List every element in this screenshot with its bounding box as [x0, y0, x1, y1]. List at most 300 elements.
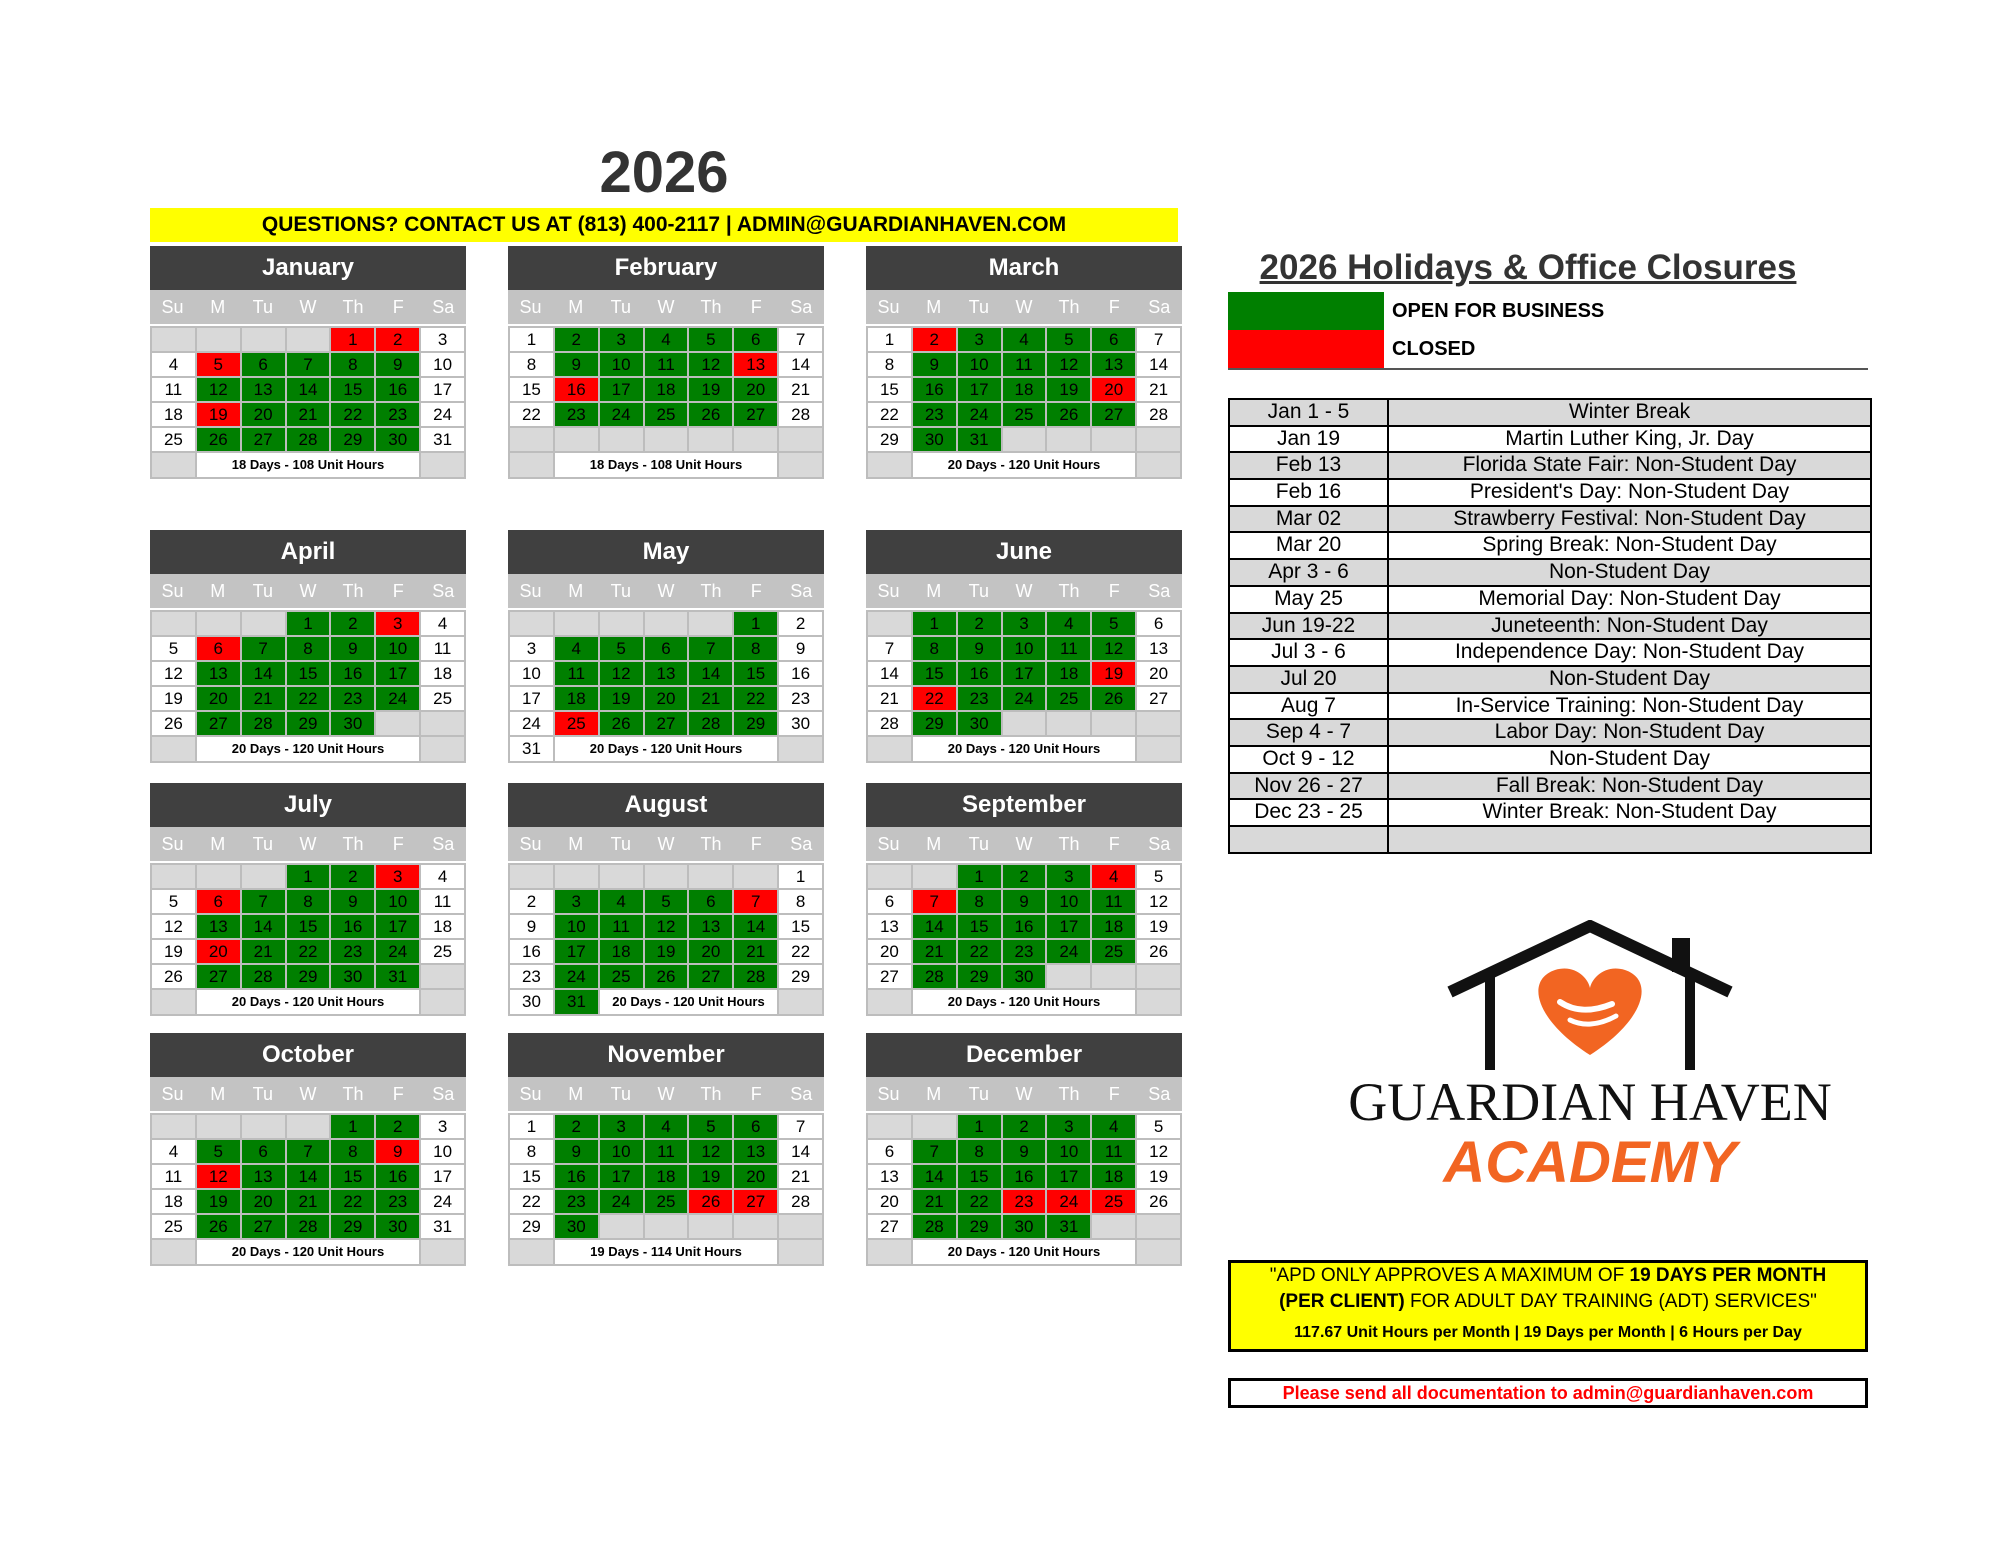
day-cell: 30 [779, 712, 822, 735]
day-cell: 14 [242, 662, 285, 685]
holiday-row [1230, 827, 1870, 852]
day-cell: 3 [555, 890, 598, 913]
day-cell: 18 [645, 378, 688, 401]
weekday-label: Sa [790, 297, 813, 317]
holiday-description: President's Day: Non-Student Day [1469, 480, 1790, 504]
weekday-label: F [1108, 297, 1120, 317]
day-cell: 5 [689, 328, 732, 351]
day-cell: 17 [376, 662, 419, 685]
day-cell: 4 [1047, 612, 1090, 635]
day-cell: 1 [287, 865, 330, 888]
day-cell: 30 [376, 428, 419, 451]
day-cell: 16 [331, 662, 374, 685]
day-cell: 22 [868, 403, 911, 426]
day-cell: 1 [734, 612, 777, 635]
day-cell: 27 [689, 965, 732, 988]
day-cell: 16 [913, 378, 956, 401]
day-cell: 5 [1092, 612, 1135, 635]
day-cell: 3 [958, 328, 1001, 351]
day-cell: 29 [287, 712, 330, 735]
day-cell: 5 [600, 637, 643, 660]
day-cell: 3 [510, 637, 553, 660]
weekday-label: Tu [252, 1084, 273, 1104]
day-cell [1003, 428, 1046, 451]
day-cell: 28 [779, 403, 822, 426]
day-cell: 26 [197, 1215, 240, 1238]
weekday-label: Sa [790, 581, 813, 601]
footer-right-cell [779, 990, 822, 1014]
day-cell: 4 [1003, 328, 1046, 351]
month-december [866, 1033, 1182, 1266]
day-cell: 7 [913, 1140, 956, 1163]
holiday-description [1389, 827, 1870, 852]
day-cell: 24 [600, 403, 643, 426]
weekday-label: Tu [252, 297, 273, 317]
day-cell: 8 [913, 637, 956, 660]
holiday-row [1230, 533, 1870, 560]
day-cell: 25 [1092, 1190, 1135, 1213]
day-cell: 22 [510, 403, 553, 426]
day-cell: 30 [913, 428, 956, 451]
day-cell: 1 [510, 328, 553, 351]
day-cell: 27 [645, 712, 688, 735]
day-cell: 18 [1092, 1165, 1135, 1188]
holiday-description: Non-Student Day [1548, 666, 1711, 690]
day-grid [866, 863, 1182, 990]
day-cell: 7 [1137, 328, 1180, 351]
day-cell: 25 [555, 712, 598, 735]
weekday-label: W [657, 834, 675, 854]
day-cell: 1 [287, 612, 330, 635]
day-cell [152, 328, 195, 351]
day-cell: 18 [152, 1190, 195, 1213]
day-cell: 9 [555, 1140, 598, 1163]
day-cell: 20 [868, 940, 911, 963]
day-cell: 23 [510, 965, 553, 988]
holiday-date: Feb 16 [1230, 480, 1389, 505]
holiday-row [1230, 507, 1870, 534]
day-cell: 11 [421, 890, 464, 913]
day-cell: 10 [958, 353, 1001, 376]
day-cell [242, 612, 285, 635]
month-january [150, 246, 466, 479]
day-cell: 21 [779, 378, 822, 401]
day-cell [689, 612, 732, 635]
footer-left-cell-2: 31 [555, 990, 598, 1014]
day-cell: 7 [913, 890, 956, 913]
day-cell: 31 [421, 1215, 464, 1238]
day-cell: 25 [152, 428, 195, 451]
day-cell: 12 [152, 915, 195, 938]
day-cell: 18 [1047, 662, 1090, 685]
day-cell: 9 [958, 637, 1001, 660]
day-cell: 21 [242, 940, 285, 963]
day-cell: 26 [645, 965, 688, 988]
day-cell: 28 [242, 965, 285, 988]
day-cell: 15 [510, 378, 553, 401]
footer-right-cell [1137, 453, 1180, 477]
day-cell [1137, 1215, 1180, 1238]
day-cell: 18 [152, 403, 195, 426]
day-cell: 26 [197, 428, 240, 451]
day-cell: 9 [555, 353, 598, 376]
day-cell: 24 [421, 403, 464, 426]
logo-line2: ACADEMY [1443, 1130, 1737, 1195]
day-cell: 9 [331, 890, 374, 913]
day-cell: 5 [1137, 865, 1180, 888]
guardian-haven-logo [1320, 920, 1860, 1220]
day-grid [508, 326, 824, 453]
day-cell [600, 612, 643, 635]
day-cell: 1 [958, 1115, 1001, 1138]
day-cell: 27 [197, 712, 240, 735]
day-cell: 1 [331, 328, 374, 351]
day-cell: 6 [242, 353, 285, 376]
footer-right-cell [1137, 737, 1180, 761]
weekday-label: W [657, 297, 675, 317]
day-cell: 29 [510, 1215, 553, 1238]
day-cell: 15 [734, 662, 777, 685]
day-cell: 3 [600, 328, 643, 351]
weekday-header [508, 1077, 824, 1113]
month-september [866, 783, 1182, 1016]
day-grid [150, 863, 466, 990]
day-cell: 25 [421, 687, 464, 710]
month-summary: 20 Days - 120 Unit Hours [197, 990, 419, 1014]
day-cell [555, 612, 598, 635]
logo-line1: GUARDIAN HAVEN [1348, 1072, 1832, 1132]
day-cell: 1 [958, 865, 1001, 888]
holiday-description: Strawberry Festival: Non-Student Day [1453, 506, 1806, 530]
day-cell: 5 [1137, 1115, 1180, 1138]
day-cell: 24 [958, 403, 1001, 426]
weekday-label: F [392, 834, 404, 854]
day-cell: 25 [645, 403, 688, 426]
day-cell [600, 865, 643, 888]
day-cell: 4 [555, 637, 598, 660]
day-cell [1047, 428, 1090, 451]
holiday-date: Oct 9 - 12 [1230, 747, 1389, 772]
holiday-date: Sep 4 - 7 [1230, 720, 1389, 745]
weekday-label: Su [877, 834, 900, 854]
weekday-header [150, 827, 466, 863]
weekday-label: W [299, 581, 317, 601]
holiday-row [1230, 640, 1870, 667]
day-cell: 15 [958, 915, 1001, 938]
holiday-description: Juneteenth: Non-Student Day [1491, 613, 1768, 637]
day-cell: 3 [421, 1115, 464, 1138]
day-cell [1047, 712, 1090, 735]
day-cell: 5 [1047, 328, 1090, 351]
day-cell: 26 [152, 712, 195, 735]
day-cell: 2 [913, 328, 956, 351]
weekday-label: Su [161, 1084, 184, 1104]
day-cell: 15 [287, 915, 330, 938]
day-cell: 22 [510, 1190, 553, 1213]
day-cell: 30 [1003, 965, 1046, 988]
day-cell: 26 [600, 712, 643, 735]
weekday-header [150, 574, 466, 610]
day-cell [421, 965, 464, 988]
weekday-label: M [210, 297, 226, 317]
holidays-table [1228, 398, 1872, 854]
day-cell [197, 865, 240, 888]
day-cell: 28 [1137, 403, 1180, 426]
day-cell: 28 [734, 965, 777, 988]
day-cell: 30 [1003, 1215, 1046, 1238]
day-cell: 29 [913, 712, 956, 735]
day-cell: 12 [152, 662, 195, 685]
weekday-label: Tu [610, 1084, 631, 1104]
day-cell: 6 [645, 637, 688, 660]
day-cell: 4 [152, 353, 195, 376]
day-cell: 19 [197, 403, 240, 426]
weekday-label: Th [1058, 581, 1080, 601]
month-summary: 20 Days - 120 Unit Hours [913, 453, 1135, 477]
holiday-row [1230, 453, 1870, 480]
day-cell: 12 [689, 1140, 732, 1163]
day-cell: 28 [287, 1215, 330, 1238]
legend-swatch-open [1228, 292, 1384, 330]
contact-bar: QUESTIONS? CONTACT US AT (813) 400-2117 | ADMIN@GUARDIANHAVEN.COM [150, 208, 1178, 242]
day-cell: 26 [1137, 1190, 1180, 1213]
footer-right-cell [779, 1240, 822, 1264]
day-cell: 27 [868, 965, 911, 988]
day-cell [645, 865, 688, 888]
month-summary: 20 Days - 120 Unit Hours [197, 1240, 419, 1264]
footer-right-cell [1137, 990, 1180, 1014]
holiday-description: Florida State Fair: Non-Student Day [1462, 453, 1797, 477]
holiday-row [1230, 400, 1870, 427]
day-cell: 12 [1047, 353, 1090, 376]
month-summary: 18 Days - 108 Unit Hours [555, 453, 777, 477]
day-cell: 30 [958, 712, 1001, 735]
day-cell: 24 [421, 1190, 464, 1213]
weekday-label: F [750, 581, 762, 601]
day-cell: 14 [734, 915, 777, 938]
day-cell: 19 [1092, 662, 1135, 685]
day-cell: 20 [1137, 662, 1180, 685]
apd-subline: 117.67 Unit Hours per Month | 19 Days per Month | 6 Hours per Day [1294, 1324, 1802, 1341]
footer-left-cell [510, 453, 553, 477]
weekday-label: W [1015, 1084, 1033, 1104]
day-cell: 12 [689, 353, 732, 376]
day-grid [150, 326, 466, 453]
day-cell [510, 612, 553, 635]
day-cell [555, 865, 598, 888]
day-cell [600, 1215, 643, 1238]
day-cell: 17 [600, 378, 643, 401]
day-cell: 23 [555, 1190, 598, 1213]
day-cell: 2 [555, 328, 598, 351]
month-summary: 20 Days - 120 Unit Hours [913, 737, 1135, 761]
day-cell: 12 [1092, 637, 1135, 660]
day-cell: 24 [600, 1190, 643, 1213]
day-cell: 17 [421, 378, 464, 401]
day-cell [779, 1215, 822, 1238]
day-cell: 7 [287, 1140, 330, 1163]
weekday-label: W [1015, 834, 1033, 854]
weekday-label: Tu [968, 297, 989, 317]
day-cell [868, 1115, 911, 1138]
holiday-row [1230, 694, 1870, 721]
day-cell: 5 [152, 890, 195, 913]
weekday-label: M [568, 834, 584, 854]
day-cell: 28 [913, 1215, 956, 1238]
day-cell [242, 328, 285, 351]
day-cell [242, 865, 285, 888]
day-cell: 20 [734, 378, 777, 401]
month-footer [508, 1240, 824, 1266]
day-cell [734, 1215, 777, 1238]
day-cell: 9 [376, 1140, 419, 1163]
day-cell: 5 [197, 1140, 240, 1163]
holiday-date: Jul 3 - 6 [1230, 640, 1389, 665]
day-cell [734, 865, 777, 888]
weekday-label: Th [700, 1084, 722, 1104]
month-title: April [150, 530, 466, 574]
day-cell: 7 [242, 890, 285, 913]
day-cell [510, 865, 553, 888]
day-cell: 14 [689, 662, 732, 685]
day-cell: 24 [376, 687, 419, 710]
holiday-date: Nov 26 - 27 [1230, 774, 1389, 799]
weekday-label: F [750, 297, 762, 317]
day-cell: 10 [510, 662, 553, 685]
day-cell: 13 [197, 915, 240, 938]
weekday-label: Su [877, 581, 900, 601]
apd-line1-bold: 19 DAYS PER MONTH [1629, 1265, 1827, 1286]
holiday-row [1230, 747, 1870, 774]
day-cell: 1 [510, 1115, 553, 1138]
footer-left-cell [152, 1240, 195, 1264]
day-cell: 11 [1092, 890, 1135, 913]
weekday-label: F [1108, 1084, 1120, 1104]
weekday-header [508, 827, 824, 863]
day-cell: 2 [779, 612, 822, 635]
apd-line-2 [1231, 1289, 1865, 1315]
day-cell: 7 [734, 890, 777, 913]
month-summary: 18 Days - 108 Unit Hours [197, 453, 419, 477]
day-cell: 12 [197, 1165, 240, 1188]
day-cell [779, 428, 822, 451]
day-cell: 19 [600, 687, 643, 710]
day-cell: 25 [421, 940, 464, 963]
day-cell: 27 [734, 403, 777, 426]
day-cell: 9 [1003, 1140, 1046, 1163]
day-cell [734, 428, 777, 451]
weekday-label: Sa [432, 297, 455, 317]
day-cell: 10 [555, 915, 598, 938]
day-cell: 22 [287, 687, 330, 710]
day-cell: 10 [600, 1140, 643, 1163]
footer-left-cell [152, 990, 195, 1014]
day-cell: 17 [510, 687, 553, 710]
day-cell: 6 [868, 890, 911, 913]
weekday-label: Th [1058, 1084, 1080, 1104]
footer-left-cell [510, 1240, 553, 1264]
weekday-label: M [210, 834, 226, 854]
day-cell [287, 328, 330, 351]
day-cell: 3 [376, 612, 419, 635]
weekday-label: Tu [252, 834, 273, 854]
day-cell: 16 [958, 662, 1001, 685]
day-cell: 10 [1003, 637, 1046, 660]
day-cell: 28 [287, 428, 330, 451]
day-cell: 26 [1047, 403, 1090, 426]
day-cell [1137, 712, 1180, 735]
month-title: July [150, 783, 466, 827]
day-cell: 20 [197, 687, 240, 710]
day-cell [913, 1115, 956, 1138]
holiday-description: Independence Day: Non-Student Day [1454, 640, 1805, 664]
day-cell: 16 [779, 662, 822, 685]
day-cell: 26 [1137, 940, 1180, 963]
weekday-label: W [299, 297, 317, 317]
weekday-label: Th [342, 1084, 364, 1104]
day-cell: 23 [958, 687, 1001, 710]
day-cell: 20 [242, 1190, 285, 1213]
house-heart-icon [1320, 920, 1860, 1220]
day-cell: 22 [734, 687, 777, 710]
footer-left-cell [868, 1240, 911, 1264]
day-cell: 19 [1047, 378, 1090, 401]
day-cell: 15 [510, 1165, 553, 1188]
day-cell: 5 [689, 1115, 732, 1138]
day-cell: 17 [421, 1165, 464, 1188]
day-cell: 18 [421, 915, 464, 938]
day-cell: 19 [152, 940, 195, 963]
apd-line1-pre: "APD ONLY APPROVES A MAXIMUM OF [1269, 1265, 1630, 1286]
day-cell: 31 [958, 428, 1001, 451]
month-title: February [508, 246, 824, 290]
day-cell [1047, 965, 1090, 988]
day-cell [913, 865, 956, 888]
day-cell: 17 [1047, 1165, 1090, 1188]
day-cell: 14 [287, 378, 330, 401]
day-cell: 1 [331, 1115, 374, 1138]
day-cell: 25 [1003, 403, 1046, 426]
day-cell: 7 [689, 637, 732, 660]
day-cell: 11 [1047, 637, 1090, 660]
month-summary: 20 Days - 120 Unit Hours [913, 1240, 1135, 1264]
weekday-label: Su [877, 1084, 900, 1104]
holiday-row [1230, 480, 1870, 507]
day-grid [866, 326, 1182, 453]
holiday-description: Martin Luther King, Jr. Day [1505, 426, 1754, 450]
month-october [150, 1033, 466, 1266]
weekday-label: F [750, 834, 762, 854]
day-cell: 2 [1003, 1115, 1046, 1138]
day-cell: 1 [868, 328, 911, 351]
day-cell: 14 [913, 915, 956, 938]
day-cell: 3 [421, 328, 464, 351]
day-grid [508, 1113, 824, 1240]
holiday-date: Aug 7 [1230, 694, 1389, 719]
day-cell: 8 [868, 353, 911, 376]
day-cell: 8 [958, 890, 1001, 913]
day-cell: 15 [913, 662, 956, 685]
day-cell: 2 [376, 1115, 419, 1138]
day-cell: 20 [645, 687, 688, 710]
weekday-label: F [750, 1084, 762, 1104]
day-cell: 12 [645, 915, 688, 938]
day-cell: 13 [734, 353, 777, 376]
day-cell: 29 [958, 965, 1001, 988]
day-cell [510, 428, 553, 451]
month-summary: 20 Days - 120 Unit Hours [600, 990, 777, 1014]
day-cell: 2 [958, 612, 1001, 635]
